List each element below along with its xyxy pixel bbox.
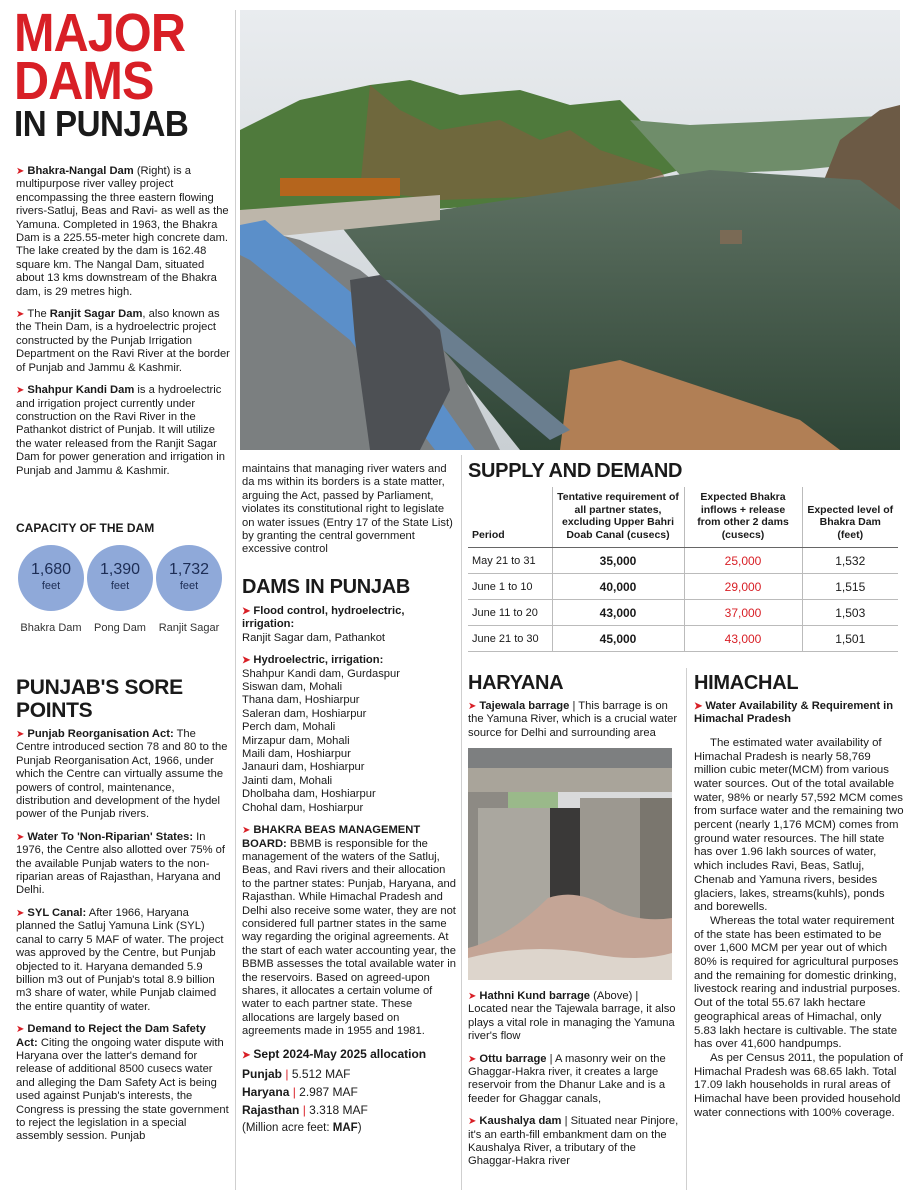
intro-ranjit bbox=[16, 308, 230, 375]
intro-bhakra bbox=[16, 165, 230, 299]
alloc-title bbox=[242, 1048, 456, 1062]
cell-level: 1,501 bbox=[802, 626, 898, 652]
alloc-note-post: ) bbox=[357, 1122, 362, 1134]
ranjit-pre: The bbox=[27, 308, 50, 321]
cell-inflow: 37,000 bbox=[684, 600, 802, 626]
intro-text bbox=[16, 165, 230, 478]
capacity-value: 1,390 bbox=[99, 561, 141, 578]
alloc-sep: | bbox=[282, 1067, 292, 1081]
alloc-state: Punjab bbox=[242, 1067, 283, 1081]
dam-item: Shahpur Kandi dam, Gurdaspur bbox=[242, 667, 400, 680]
shahpur-name: Shahpur Kandi Dam bbox=[27, 384, 135, 397]
bbmb-title: BHAKRA BEAS MANAGEMENT BOARD: bbox=[242, 824, 421, 850]
table-row bbox=[468, 574, 898, 600]
sore-points bbox=[16, 728, 230, 1144]
column-divider bbox=[686, 668, 687, 1190]
arrow-icon: ➤ bbox=[468, 701, 477, 712]
bbmb-text: BBMB is responsible for the management of the waters of the Satluj, Beas, and Ravi rivers and their allocation to the partner states: Punjab, Haryana, and Rajasthan. While Himachal Pradesh and Delhi also receive some water, they are not considered full partner states in the same way regarding the original agreements. At the start of each water accounting year, the BBMB assesses the total available water in the reservoirs. Based on agreed-upon shares, it allocates a certain volume of water to each partner state. These allocations are largely based on agreements made in 1955 and 1981. bbox=[242, 837, 456, 1038]
alloc-value: 5.512 bbox=[291, 1067, 322, 1081]
supply-table-wrap bbox=[468, 487, 898, 652]
capacity-unit: feet bbox=[110, 580, 130, 592]
dams-list bbox=[242, 605, 456, 1137]
title-major: MAJOR bbox=[14, 3, 186, 63]
arrow-icon: ➤ bbox=[242, 825, 251, 837]
alloc-note-bold: MAF bbox=[332, 1122, 358, 1134]
dam-item: Janauri dam, Hoshiarpur bbox=[242, 761, 365, 774]
alloc-row bbox=[242, 1065, 456, 1083]
haryana-heading: HARYANA bbox=[468, 672, 564, 694]
alloc-unit: MAF bbox=[339, 1103, 368, 1117]
cell-requirement: 40,000 bbox=[552, 574, 684, 600]
ranjit-text: , also known as the Thein Dam, is a hydroelectric project constructed by the Punjab Irrigation Department on the Ravi River at the border of Punjab and Jammu & Kashmir. bbox=[16, 308, 230, 374]
alloc-sep: | bbox=[289, 1085, 300, 1099]
column-header: Tentative requirement of all partner states, excluding Upper Bahri Doab Canal (cusecs) bbox=[552, 487, 684, 548]
table-header-row bbox=[468, 487, 898, 548]
bhakra-text: (Right) is a multipurpose river valley project encompassing the three eastern flowing rivers-Satluj, Beas and Ravi- as well as the Yamuna. Completed in 1963, the Bhakra Dam is a 225.55-meter high concrete dam. The lake created by the dam is 162.48 square km. The Nangal Dam, situated about 13 kms downstream of the Bhakra dam, is 29 metres high. bbox=[16, 165, 229, 298]
sore-title: Water To 'Non-Riparian' States: bbox=[27, 830, 194, 843]
ottu-title: Ottu barrage bbox=[479, 1052, 547, 1065]
arrow-icon: ➤ bbox=[242, 1049, 251, 1061]
supply-heading: SUPPLY AND DEMAND bbox=[468, 460, 683, 482]
arrow-icon: ➤ bbox=[468, 991, 477, 1002]
alloc-title-text: Sept 2024-May 2025 allocation bbox=[253, 1046, 427, 1061]
cell-inflow: 43,000 bbox=[684, 626, 802, 652]
column-divider bbox=[235, 10, 236, 1190]
table-row bbox=[468, 626, 898, 652]
dam-item: Jainti dam, Mohali bbox=[242, 774, 333, 787]
intro-shahpur bbox=[16, 384, 230, 478]
table-row bbox=[468, 600, 898, 626]
dam-item: Perch dam, Mohali bbox=[242, 721, 336, 734]
arrow-icon: ➤ bbox=[16, 385, 25, 397]
arrow-icon: ➤ bbox=[16, 309, 25, 321]
capacity-circle-bhakra bbox=[18, 545, 84, 611]
himachal-paragraph: As per Census 2011, the population of Himachal Pradesh was 68.65 lakh. Total 17.09 lakh households in rural areas of Himachal have been provided household water connections with 100% coverage. bbox=[694, 1051, 903, 1119]
supply-table bbox=[468, 487, 898, 652]
bhakra-dam-photo bbox=[240, 10, 900, 450]
arrow-icon: ➤ bbox=[16, 1024, 25, 1036]
alloc-unit: MAF bbox=[329, 1085, 358, 1099]
cell-inflow: 29,000 bbox=[684, 574, 802, 600]
ottu-paragraph bbox=[468, 1053, 680, 1107]
himachal-heading: HIMACHAL bbox=[694, 672, 799, 694]
sore-text: After 1966, Haryana planned the Satluj Yamuna Link (SYL) canal to carry 5 MAF of water. The project was approved by the Centre, but Punjab objected to it. Haryana demanded 5.9 billion m3 out of Punjab's total 8.9 billion m3 share of water, while Punjab claimed the entire quantity of water. bbox=[16, 906, 224, 1013]
alloc-value: 2.987 bbox=[299, 1085, 330, 1099]
sore-title: SYL Canal: bbox=[27, 906, 87, 919]
title-in-punjab: IN PUNJAB bbox=[14, 103, 189, 144]
ottu-desc: | A masonry weir on the Ghaggar-Hakra river, it creates a large reservoir from the Dhanur Lake and is a feeder for Ghaggar canals, bbox=[468, 1052, 666, 1105]
hathni-paragraph bbox=[468, 990, 680, 1044]
cell-period: June 21 to 30 bbox=[468, 626, 552, 652]
cell-inflow: 25,000 bbox=[684, 548, 802, 574]
sore-item bbox=[16, 728, 230, 822]
arrow-icon: ➤ bbox=[468, 1053, 477, 1065]
arrow-icon: ➤ bbox=[242, 655, 251, 667]
arrow-icon: ➤ bbox=[694, 701, 703, 712]
column-header: Period bbox=[468, 487, 552, 548]
sore-text: Citing the ongoing water dispute with Haryana over the latter's demand for release of additional 8500 cusecs water and alleging the Dam Safety Act is being used against Punjab's interests, the Congress is pressing the state government to reject the legislation in a special assembly session. Punjab bbox=[16, 1036, 229, 1143]
sore-item bbox=[16, 831, 230, 898]
kaushalya-desc: | Situated near Pinjore, it's an earth-fill embankment dam on the Kaushalya River, a tributary of the Ghaggar-Hakra river bbox=[468, 1115, 679, 1168]
cell-period: May 21 to 31 bbox=[468, 548, 552, 574]
arrow-icon: ➤ bbox=[16, 729, 25, 740]
arrow-icon: ➤ bbox=[16, 907, 25, 919]
haryana-rest bbox=[468, 990, 680, 1169]
table-row bbox=[468, 548, 898, 574]
sore-title: Demand to Reject the Dam Safety Act: bbox=[16, 1023, 206, 1049]
cell-requirement: 35,000 bbox=[552, 548, 684, 574]
sore-title: Punjab Reorganisation Act: bbox=[27, 728, 174, 740]
alloc-row bbox=[242, 1083, 456, 1101]
himachal-paragraph: Whereas the total water requirement of the state has been estimated to be over 1,600 MCM per year out of which 80% is required for agricultural purposes and the remaining for domestic drinking, livestock rearing and industrial purposes. Out of the total 55.67 lakh hectare geographical areas of Himachal, only 5.83 lakh hectare is cultivable. The state has over 41,600 handpumps. bbox=[694, 914, 901, 1051]
tajewala-desc: | This barrage is on the Yamuna River, which is a crucial water source for Delhi and surrounding area bbox=[468, 700, 678, 739]
dam-item: Siswan dam, Mohali bbox=[242, 681, 343, 694]
hathni-kund-photo bbox=[468, 748, 672, 980]
kaushalya-paragraph bbox=[468, 1115, 680, 1169]
himachal-paragraph: The estimated water availability of Himachal Pradesh is nearly 58,769 million cubic meter(MCM) from various water sources. Out of the total available water, 98% or nearly 57,592 MCM comes from surface water and the remaining two percent (nearly 1,176 MCM) comes from ground water resources. The hill state has over 1.96 lakh sources of water, which includes Ravi, Beas, Satluj, Chenab and Yamuna rivers, besides glaciers, lakes, streams(kuhls), ponds and borewells. bbox=[694, 736, 904, 914]
bbmb-paragraph bbox=[242, 824, 456, 1039]
himachal-sub bbox=[694, 700, 904, 727]
hathni-title: Hathni Kund barrage bbox=[479, 990, 591, 1002]
cell-requirement: 45,000 bbox=[552, 626, 684, 652]
alloc-state: Rajasthan bbox=[242, 1103, 300, 1117]
capacity-unit: feet bbox=[179, 580, 199, 592]
kaushalya-title: Kaushalya dam bbox=[479, 1115, 562, 1128]
capacity-circle-ranjit bbox=[156, 545, 222, 611]
arrow-icon: ➤ bbox=[16, 166, 25, 177]
cell-level: 1,532 bbox=[802, 548, 898, 574]
capacity-value: 1,680 bbox=[30, 561, 72, 578]
capacity-label: Bhakra Dam bbox=[20, 622, 82, 634]
himachal-text bbox=[694, 700, 904, 1121]
tajewala-text bbox=[468, 700, 680, 740]
alloc-sep: | bbox=[299, 1103, 310, 1117]
alloc-note bbox=[242, 1119, 456, 1137]
dam-item: Maili dam, Hoshiarpur bbox=[242, 748, 351, 761]
hydro-title bbox=[242, 654, 456, 667]
ranjit-name: Ranjit Sagar Dam bbox=[49, 308, 143, 321]
dam-item: Chohal dam, Hoshiarpur bbox=[242, 801, 364, 814]
sore-text: The Centre introduced section 78 and 80 to the Punjab Reorganisation Act, 1966, under which the Centre can virtually assume the powers of control, maintenance, distribution and development of the hydel power of the Punjab rivers. bbox=[16, 728, 228, 821]
cell-period: June 11 to 20 bbox=[468, 600, 552, 626]
alloc-row bbox=[242, 1101, 456, 1119]
alloc-note-pre: (Million acre feet: bbox=[242, 1122, 333, 1134]
capacity-label: Ranjit Sagar bbox=[158, 622, 220, 634]
alloc-state: Haryana bbox=[242, 1085, 290, 1099]
capacity-unit: feet bbox=[41, 580, 61, 592]
sore-text: In 1976, the Centre also allotted over 75% of the available Punjab waters to the non-riparian areas of Rajasthan, Haryana and Delhi. bbox=[16, 830, 225, 897]
sore-heading: PUNJAB'S SORE POINTS bbox=[16, 676, 183, 722]
dam-item: Thana dam, Hoshiarpur bbox=[242, 694, 360, 707]
column-divider bbox=[461, 455, 462, 1190]
capacity-value: 1,732 bbox=[168, 561, 210, 578]
alloc-unit: MAF bbox=[321, 1067, 351, 1081]
alloc-value: 3.318 bbox=[309, 1103, 340, 1117]
arrow-icon: ➤ bbox=[242, 606, 251, 617]
arrow-icon: ➤ bbox=[468, 1116, 477, 1128]
flood-title bbox=[242, 605, 456, 632]
continued-text: maintains that managing river waters and da ms within its borders is a state matter, arguing the Act, passed by Parliament, violates its constitutional right to legislate on water issues (Entry 17 of the State List) by granting the central government excessive control bbox=[242, 463, 453, 556]
cell-requirement: 43,000 bbox=[552, 600, 684, 626]
sore-item bbox=[16, 907, 230, 1014]
capacity-circle-pong bbox=[87, 545, 153, 611]
dam-item: Saleran dam, Hoshiarpur bbox=[242, 707, 367, 720]
cell-level: 1,515 bbox=[802, 574, 898, 600]
column-header: Expected Bhakra inflows + release from other 2 dams (cusecs) bbox=[684, 487, 802, 548]
capacity-label: Pong Dam bbox=[94, 622, 146, 634]
bhakra-name: Bhakra-Nangal Dam bbox=[27, 165, 134, 177]
sore-item bbox=[16, 1023, 230, 1144]
hydro-title-text: Hydroelectric, irrigation: bbox=[253, 654, 384, 667]
dams-heading: DAMS IN PUNJAB bbox=[242, 576, 411, 598]
flood-title-text: Flood control, hydroelectric, irrigation: bbox=[242, 605, 405, 631]
column-header: Expected level of Bhakra Dam (feet) bbox=[802, 487, 898, 548]
shahpur-text: is a hydroelectric and irrigation project currently under construction on the Ravi River in the Pathankot district of Punjab. It will utilize the water released from the Ranjit Sagar Dam for power generation and irrigation in Punjab and Jammu & Kashmir. bbox=[16, 384, 225, 477]
hathni-desc: (Above) | Located near the Tajewala barrage, it also plays a vital role in managing the Yamuna river's flow bbox=[468, 990, 676, 1043]
title-dams: DAMS bbox=[14, 51, 154, 111]
dam-item: Dholbaha dam, Hoshiarpur bbox=[242, 788, 376, 801]
himachal-sub-text: Water Availability & Requirement in Himachal Pradesh bbox=[694, 700, 894, 726]
cell-level: 1,503 bbox=[802, 600, 898, 626]
arrow-icon: ➤ bbox=[16, 831, 25, 843]
dam-item: Mirzapur dam, Mohali bbox=[242, 734, 350, 747]
dam-item: Ranjit Sagar dam, Pathankot bbox=[242, 631, 386, 644]
capacity-heading: CAPACITY OF THE DAM bbox=[16, 521, 155, 535]
tajewala-title: Tajewala barrage bbox=[479, 700, 570, 712]
cell-period: June 1 to 10 bbox=[468, 574, 552, 600]
